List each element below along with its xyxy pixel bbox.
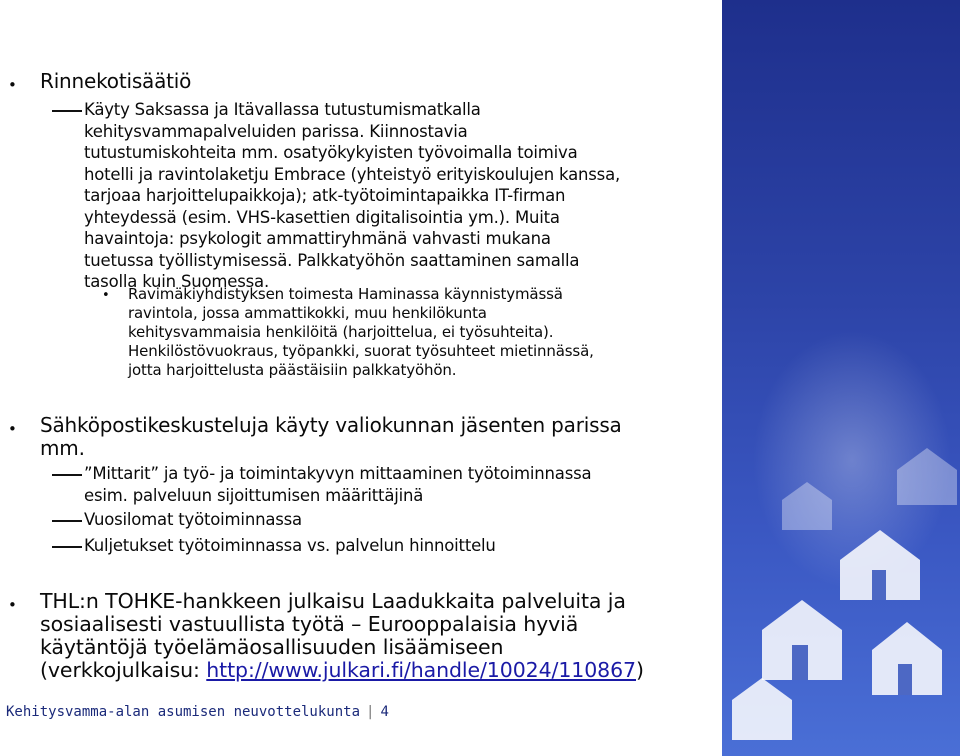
paragraph-line: jotta harjoittelusta päästäisiin palkkatyöhön.: [128, 361, 457, 379]
title-line: Sähköpostikeskusteluja käyty valiokunnan jäsenten parissa: [40, 413, 622, 437]
paragraph-line: tutustumiskohteita mm. osatyökykyisten työvoimalla toimiva: [84, 143, 578, 162]
footer-separator: |: [366, 704, 375, 720]
bullet-icon: •: [8, 420, 17, 438]
paragraph-line: Ravimäkiyhdistyksen toimesta Haminassa käynnistymässä: [128, 285, 563, 303]
dash-icon: [52, 474, 82, 476]
dash-icon: [52, 546, 82, 548]
houses-illustration-icon: [722, 0, 960, 756]
paragraph-line: sosiaalisesti vastuullista työtä – Eurooppalaisia hyviä: [40, 612, 579, 636]
paragraph-line: yhteydessä (esim. VHS-kasettien digitalisointia ym.). Muita: [84, 207, 560, 227]
dash-icon: [52, 110, 82, 112]
paragraph-line: havaintoja: psykologit ammattiryhmänä vahvasti mukana: [84, 229, 551, 248]
paragraph-line: tuetussa työllistymisessä. Palkkatyöhön saattaminen samalla: [84, 250, 580, 270]
paragraph-line: kehitysvammapalveluiden parissa. Kiinnostavia: [84, 121, 468, 141]
paragraph-line: [40, 659, 730, 682]
paragraph-line: Henkilöstövuokraus, työpankki, suorat työsuhteet mietinnässä,: [128, 342, 594, 360]
julkari-link[interactable]: http://www.julkari.fi/handle/10024/110867: [206, 658, 636, 682]
paragraph-line: tasolla kuin Suomessa.: [84, 272, 269, 291]
paragraph-line: THL:n TOHKE-hankkeen julkaisu Laadukkaita palveluita ja: [40, 589, 626, 613]
paragraph-line: kehitysvammaisia henkilöitä (harjoittelua, ei työsuhteita).: [128, 323, 554, 341]
haminan-ravintola-paragraph: [128, 285, 718, 380]
link-suffix: ): [636, 658, 644, 682]
paragraph-line: tarjoaa harjoittelupaikkoja); atk-työtoimintapaikka IT-firman: [84, 186, 566, 205]
bullet-icon: •: [8, 596, 17, 614]
list-item-mittarit: [84, 463, 724, 506]
footer: [6, 704, 389, 720]
dash-icon: [52, 520, 82, 522]
section-title-rinnekotisaatio: Rinnekotisäätiö: [40, 69, 192, 93]
paragraph-line: hotelli ja ravintolaketju Embrace (yhteistyö erityiskoulujen kanssa,: [84, 164, 621, 184]
list-item-vuosilomat: Vuosilomat työtoiminnassa: [84, 510, 302, 529]
decorative-side-panel: [722, 0, 960, 756]
thl-publication-paragraph: [40, 590, 730, 682]
paragraph-line: käytäntöjä työelämäosallisuuden lisäämiseen: [40, 635, 504, 659]
page-number: 4: [380, 704, 389, 720]
bullet-icon: •: [8, 76, 17, 94]
link-prefix: (verkkojulkaisu:: [40, 658, 207, 682]
sub-bullet-icon: •: [102, 288, 110, 303]
list-item-kuljetukset: Kuljetukset työtoiminnassa vs. palvelun hinnoittelu: [84, 536, 496, 555]
item-line: ”Mittarit” ja työ- ja toimintakyvyn mittaaminen työtoiminnassa: [84, 464, 592, 483]
title-line: mm.: [40, 436, 85, 460]
rinnekoti-paragraph: [84, 99, 724, 293]
item-line: esim. palveluun sijoittumisen määrittäjinä: [84, 485, 424, 505]
footer-organization: Kehitysvamma-alan asumisen neuvottelukunta: [6, 704, 361, 720]
paragraph-line: Käyty Saksassa ja Itävallassa tutustumismatkalla: [84, 100, 481, 119]
section-title-sahkoposti: [40, 414, 720, 460]
paragraph-line: ravintola, jossa ammattikokki, muu henkilökunta: [128, 304, 487, 322]
